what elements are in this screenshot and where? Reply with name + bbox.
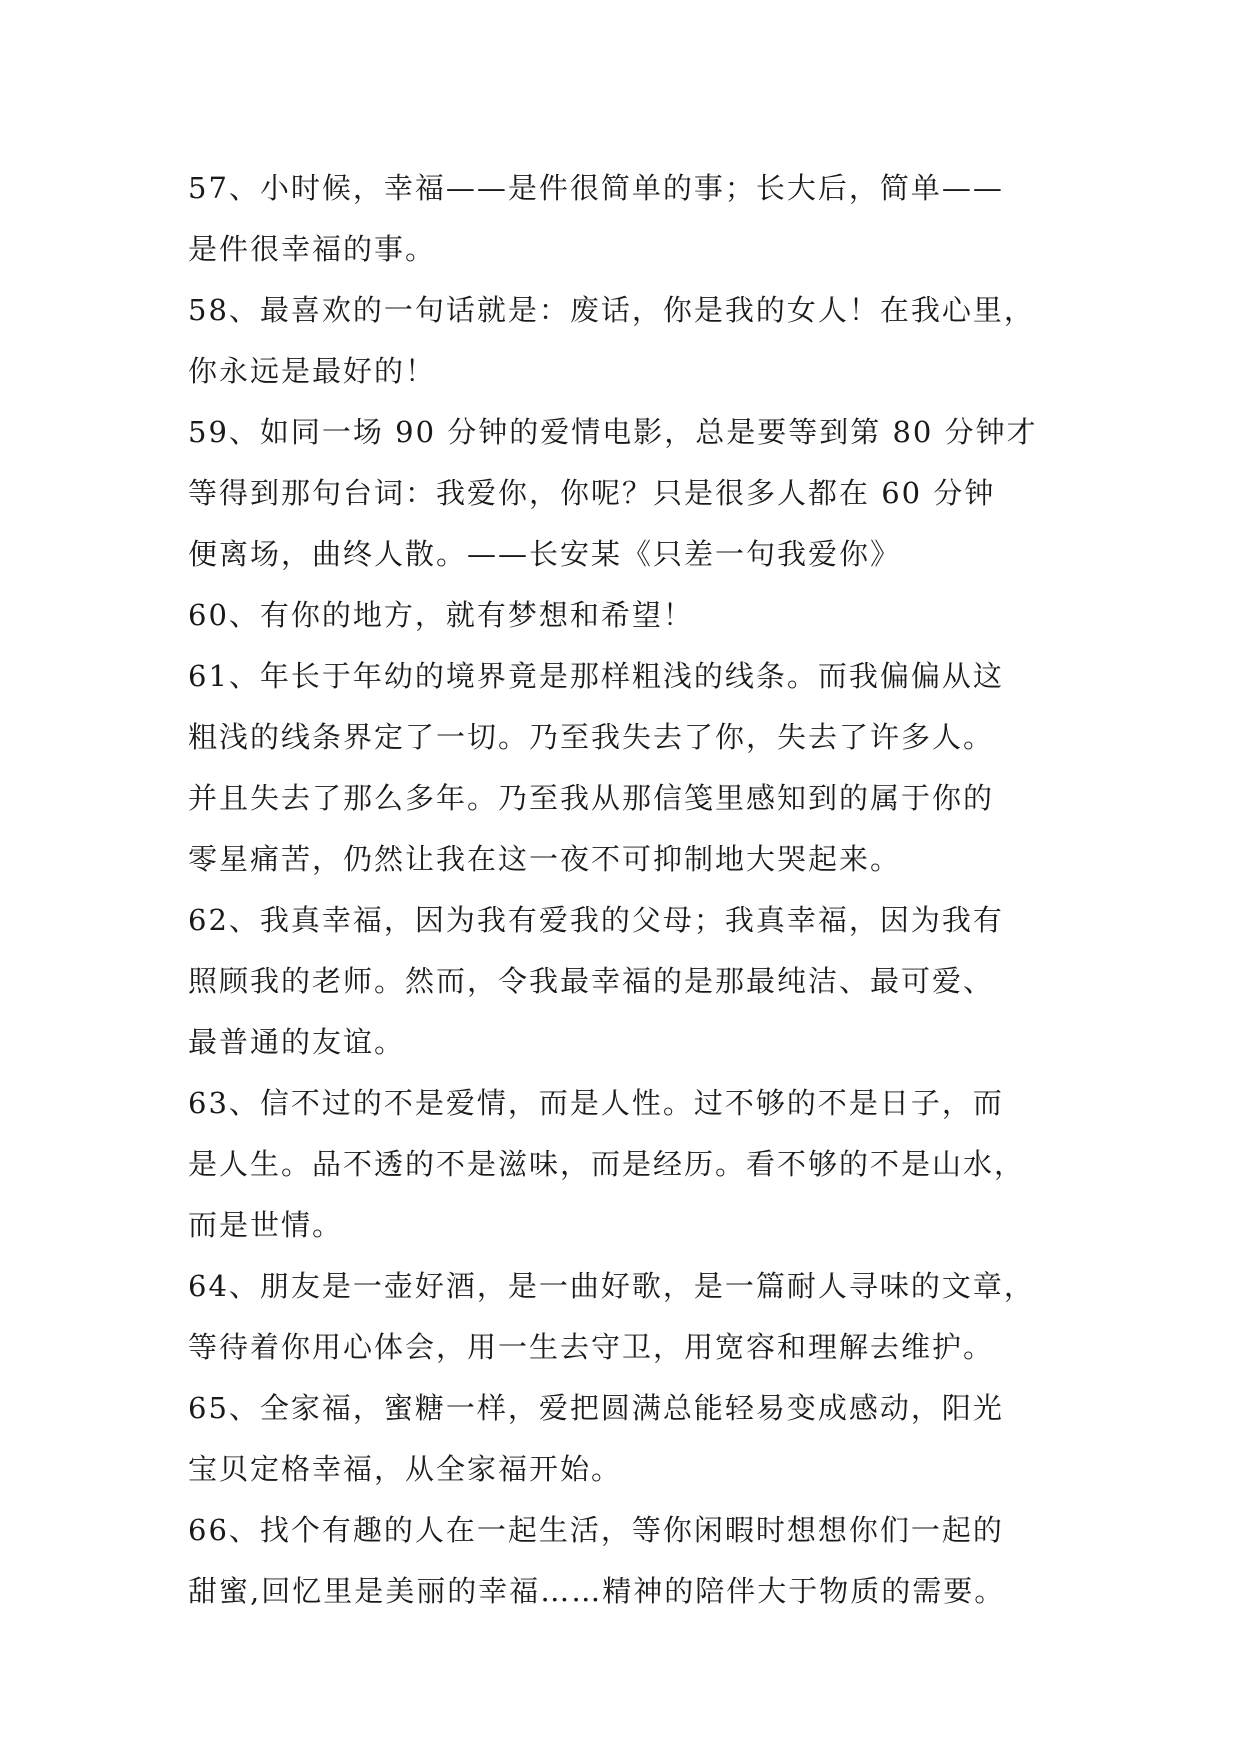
text-line: 65、全家福，蜜糖一样，爱把圆满总能轻易变成感动，阳光 bbox=[188, 1391, 1004, 1425]
text-line: 零星痛苦，仍然让我在这一夜不可抑制地大哭起来。 bbox=[188, 842, 902, 876]
text-line: 宝贝定格幸福，从全家福开始。 bbox=[188, 1452, 623, 1486]
text-line: 而是世情。 bbox=[188, 1208, 344, 1242]
text-line: 66、找个有趣的人在一起生活，等你闲暇时想想你们一起的 bbox=[188, 1513, 1004, 1547]
text-line: 59、如同一场 90 分钟的爱情电影，总是要等到第 80 分钟才 bbox=[188, 415, 1038, 449]
text-line: 62、我真幸福，因为我有爱我的父母；我真幸福，因为我有 bbox=[188, 903, 1004, 937]
text-line: 照顾我的老师。然而，令我最幸福的是那最纯洁、最可爱、 bbox=[188, 964, 995, 998]
text-line: 甜蜜,回忆里是美丽的幸福……精神的陪伴大于物质的需要。 bbox=[188, 1574, 1006, 1608]
text-line: 最普通的友谊。 bbox=[188, 1025, 406, 1059]
text-line: 并且失去了那么多年。乃至我从那信笺里感知到的属于你的 bbox=[188, 781, 995, 815]
text-line: 是人生。品不透的不是滋味，而是经历。看不够的不是山水， bbox=[188, 1147, 1026, 1181]
text-line: 等得到那句台词：我爱你，你呢？只是很多人都在 60 分钟 bbox=[188, 476, 996, 510]
text-line: 你永远是最好的！ bbox=[188, 354, 437, 388]
text-line: 61、年长于年幼的境界竟是那样粗浅的线条。而我偏偏从这 bbox=[188, 659, 1004, 693]
text-line: 58、最喜欢的一句话就是：废话，你是我的女人！在我心里， bbox=[188, 293, 1035, 327]
text-line: 粗浅的线条界定了一切。乃至我失去了你，失去了许多人。 bbox=[188, 720, 995, 754]
document-body bbox=[188, 158, 1088, 1622]
text-line: 等待着你用心体会，用一生去守卫，用宽容和理解去维护。 bbox=[188, 1330, 995, 1364]
text-line: 64、朋友是一壶好酒，是一曲好歌，是一篇耐人寻味的文章， bbox=[188, 1269, 1035, 1303]
text-line: 是件很幸福的事。 bbox=[188, 232, 437, 266]
text-line: 57、小时候，幸福——是件很简单的事；长大后，简单—— bbox=[188, 171, 1004, 205]
text-line: 60、有你的地方，就有梦想和希望！ bbox=[188, 598, 694, 632]
text-line: 便离场，曲终人散。——长安某《只差一句我爱你》 bbox=[188, 537, 902, 571]
text-line: 63、信不过的不是爱情，而是人性。过不够的不是日子，而 bbox=[188, 1086, 1004, 1120]
